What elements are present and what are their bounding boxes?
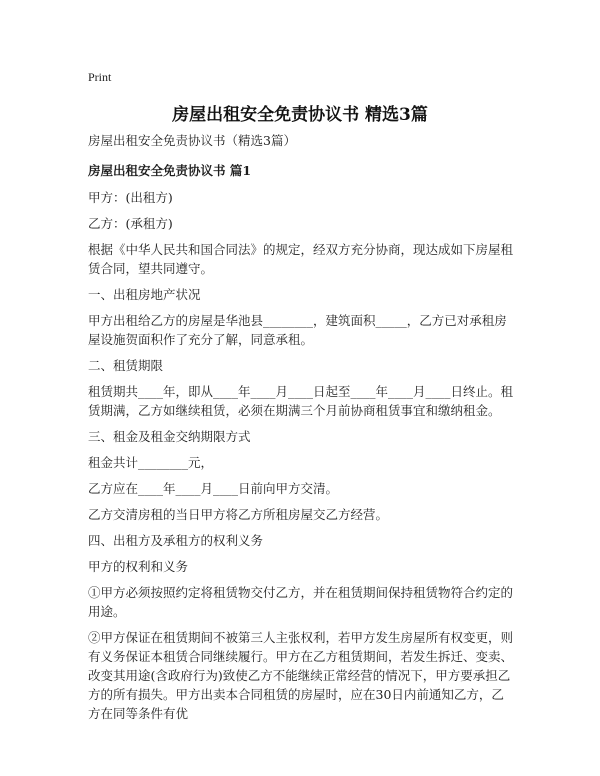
clause-heading-4: 四、出租方及承租方的权利义务 [88, 533, 264, 548]
print-link[interactable]: Print [88, 70, 112, 84]
party-b: 乙方：(承租方) [88, 216, 173, 231]
clause-heading-3: 三、租金及租金交纳期限方式 [88, 429, 251, 444]
party-a: 甲方：(出租方) [88, 190, 173, 205]
clause-heading-2: 二、租赁期限 [88, 358, 164, 373]
obligation-2-paragraph: ②甲方保证在租赁期间不被第三人主张权利，若甲方发生房屋所有权变更，则有义务保证本租赁合同继续履行。甲方在乙方租赁期间，若发生拆迁、变卖、改变其用途(含政府行为)致使乙方不能继续正常经营的情况下，甲方要承担乙方的所有损失。甲方出卖本合同租赁的房屋时，应在30日内前通知乙方，乙方在同等条件有优 [88, 630, 514, 721]
handover-paragraph: 乙方交清房租的当日甲方将乙方所租房屋交乙方经营。 [88, 507, 389, 522]
preamble-paragraph: 根据《中华人民共和国合同法》的规定，经双方充分协商，现达成如下房屋租赁合同，望共同遵守。 [88, 242, 514, 276]
rent-total-paragraph: 租金共计________元， [88, 455, 214, 470]
clause-1-paragraph: 甲方出租给乙方的房屋是华池县________，建筑面积_____，乙方已对承租房屋设施贺面积作了充分了解，同意承租。 [88, 313, 507, 347]
rent-deadline-paragraph: 乙方应在____年____月____日前向甲方交清。 [88, 481, 339, 496]
section-heading: 房屋出租安全免责协议书 篇1 [88, 163, 252, 178]
clause-heading-1: 一、出租房地产状况 [88, 287, 201, 302]
obligation-1-paragraph: ①甲方必须按照约定将租赁物交付乙方，并在租赁期间保持租赁物符合约定的用途。 [88, 585, 514, 619]
party-a-rights-heading: 甲方的权利和义务 [88, 559, 189, 574]
document-title: 房屋出租安全免责协议书 精选3篇 [172, 105, 428, 125]
clause-2-paragraph: 租赁期共____年，即从____年____月____日起至____年____月____日终止。租赁期满，乙方如继续租赁，必须在期满三个月前协商租赁事宜和缴纳租金。 [88, 384, 514, 418]
subtitle: 房屋出租安全免责协议书（精选3篇） [88, 133, 296, 148]
